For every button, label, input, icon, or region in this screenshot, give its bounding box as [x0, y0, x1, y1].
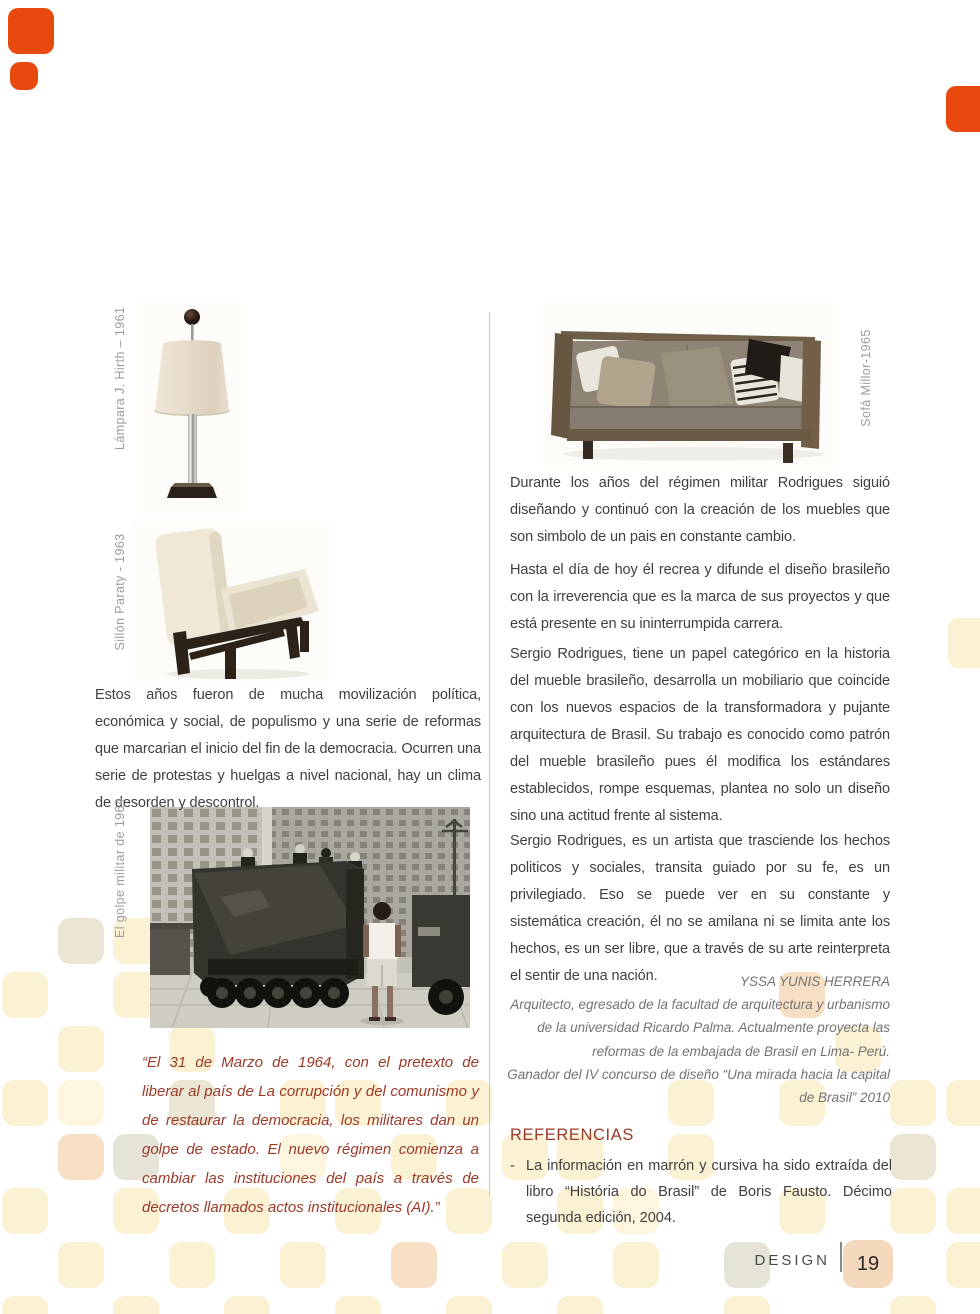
- corner-square: [946, 86, 980, 132]
- chair-caption: Sillón Paraty - 1963: [113, 533, 127, 651]
- coup-caption: El golpe militar de 1964: [113, 797, 127, 938]
- right-paragraph-1: Durante los años del régimen militar Rodrigues siguió diseñando y continuó con la creación de los muebles que son simbolo de un pais en constante cambio.: [510, 475, 890, 545]
- mosaic-square: [557, 1296, 603, 1314]
- mosaic-square: [58, 1080, 104, 1126]
- coup-photo: [150, 807, 470, 1028]
- mosaic-square: [890, 1134, 936, 1180]
- footer-separator: [840, 1242, 842, 1272]
- mosaic-square: [946, 1188, 980, 1234]
- mosaic-square: [113, 1296, 159, 1314]
- credit-line: Ganador del IV concurso de diseño “Una mirada hacia la capital: [507, 1066, 890, 1082]
- corner-square: [10, 62, 38, 90]
- references-item: [510, 1153, 892, 1231]
- chair-photo: [133, 525, 330, 682]
- credit-line: Arquitecto, egresado de la facultad de arquitectura y urbanismo: [510, 997, 890, 1013]
- mosaic-square: [2, 972, 48, 1018]
- sofa-photo: [543, 303, 837, 467]
- right-paragraph-3: Sergio Rodrigues, tiene un papel categórico en la historia del mueble brasileño, desarrolla un mobiliario que coincide con los nuevos espacios de la transformadora y pujante arquitectura de Brasil. Su trabajo es conocido como patrón del mueble brasileño pues él modifica los estándares establecidos, rompe esquemas, plantea no solo un diseño sino una actitud frente al sistema.: [510, 646, 890, 824]
- credit-line: de la universidad Ricardo Palma. Actualmente proyecta las: [537, 1020, 890, 1036]
- lamp-caption: Lámpara J. Hirth – 1961: [113, 306, 127, 450]
- mosaic-square: [58, 1134, 104, 1180]
- mosaic-square: [58, 918, 104, 964]
- credit-line: YSSA YUNIS HERRERA: [739, 974, 890, 989]
- coup-quote: “El 31 de Marzo de 1964, con el pretexto de liberar al país de La corrupción y del comunismo y de restaurar la democracia, los militares dan un golpe de estado. El nuevo régimen comienza a cambiar las instituciones del país a través de decretos llamados actos institucionales (AI).”: [142, 1054, 479, 1216]
- corner-square: [948, 618, 980, 668]
- sofa-caption: Sofá Millor-1965: [859, 329, 873, 427]
- references-title: REFERENCIAS: [510, 1126, 634, 1144]
- mosaic-square: [280, 1242, 326, 1288]
- mosaic-square: [2, 1296, 48, 1314]
- page-number: 19: [856, 1253, 880, 1275]
- mosaic-square: [890, 1188, 936, 1234]
- sofa-illustration: [543, 303, 837, 467]
- references-bullet: -: [510, 1158, 515, 1174]
- footer-brand: DESIGN: [754, 1252, 830, 1269]
- mosaic-square: [890, 1296, 936, 1314]
- mosaic-square: [446, 1296, 492, 1314]
- mosaic-square: [2, 1080, 48, 1126]
- mosaic-square: [890, 1080, 936, 1126]
- mosaic-square: [224, 1296, 270, 1314]
- mosaic-square: [946, 1080, 980, 1126]
- mosaic-square: [946, 1242, 980, 1288]
- credit-line: reformas de la embajada de Brasil en Lima- Perú.: [592, 1043, 890, 1059]
- lamp-photo: [137, 303, 245, 513]
- right-paragraph-4: Sergio Rodrigues, es un artista que trasciende los hechos politicos y sociales, transita guiado por su fe, es un privilegiado. Eso se puede ver en su constante y sistemática creación, él no se amilana ni se limita ante los hechos, es un ser libre, que a través de su arte reinterpreta el sentir de una nación.: [510, 833, 890, 984]
- right-paragraph-2: Hasta el día de hoy él recrea y difunde el diseño brasileño con la irreverencia que es la marca de sus proyectos y que está presente en su ininterrumpida carrera.: [510, 562, 890, 632]
- corner-square: [8, 8, 54, 54]
- mosaic-square: [58, 1026, 104, 1072]
- mosaic-square: [169, 1242, 215, 1288]
- column-divider: [489, 312, 490, 1196]
- left-paragraph: Estos años fueron de mucha movilización política, económica y social, de populismo y una serie de reformas que marcarian el inicio del fin de la democracia. Ocurren una serie de protestas y huelgas a nivel nacional, hay un clima de desorden y descontrol.: [95, 687, 481, 811]
- author-credit: [505, 970, 890, 1109]
- mosaic-square: [2, 1188, 48, 1234]
- mosaic-square: [391, 1242, 437, 1288]
- chair-illustration: [133, 525, 330, 682]
- lamp-illustration: [137, 303, 245, 513]
- mosaic-square: [613, 1242, 659, 1288]
- references-text: La información en marrón y cursiva ha sido extraída del libro “História do Brasil” de Boris Fausto. Décimo segunda edición, 2004.: [526, 1158, 892, 1226]
- coup-illustration: [150, 807, 470, 1028]
- mosaic-square: [502, 1242, 548, 1288]
- mosaic-square: [335, 1296, 381, 1314]
- mosaic-square: [58, 1242, 104, 1288]
- mosaic-square: [724, 1296, 770, 1314]
- credit-line: de Brasil” 2010: [799, 1090, 890, 1106]
